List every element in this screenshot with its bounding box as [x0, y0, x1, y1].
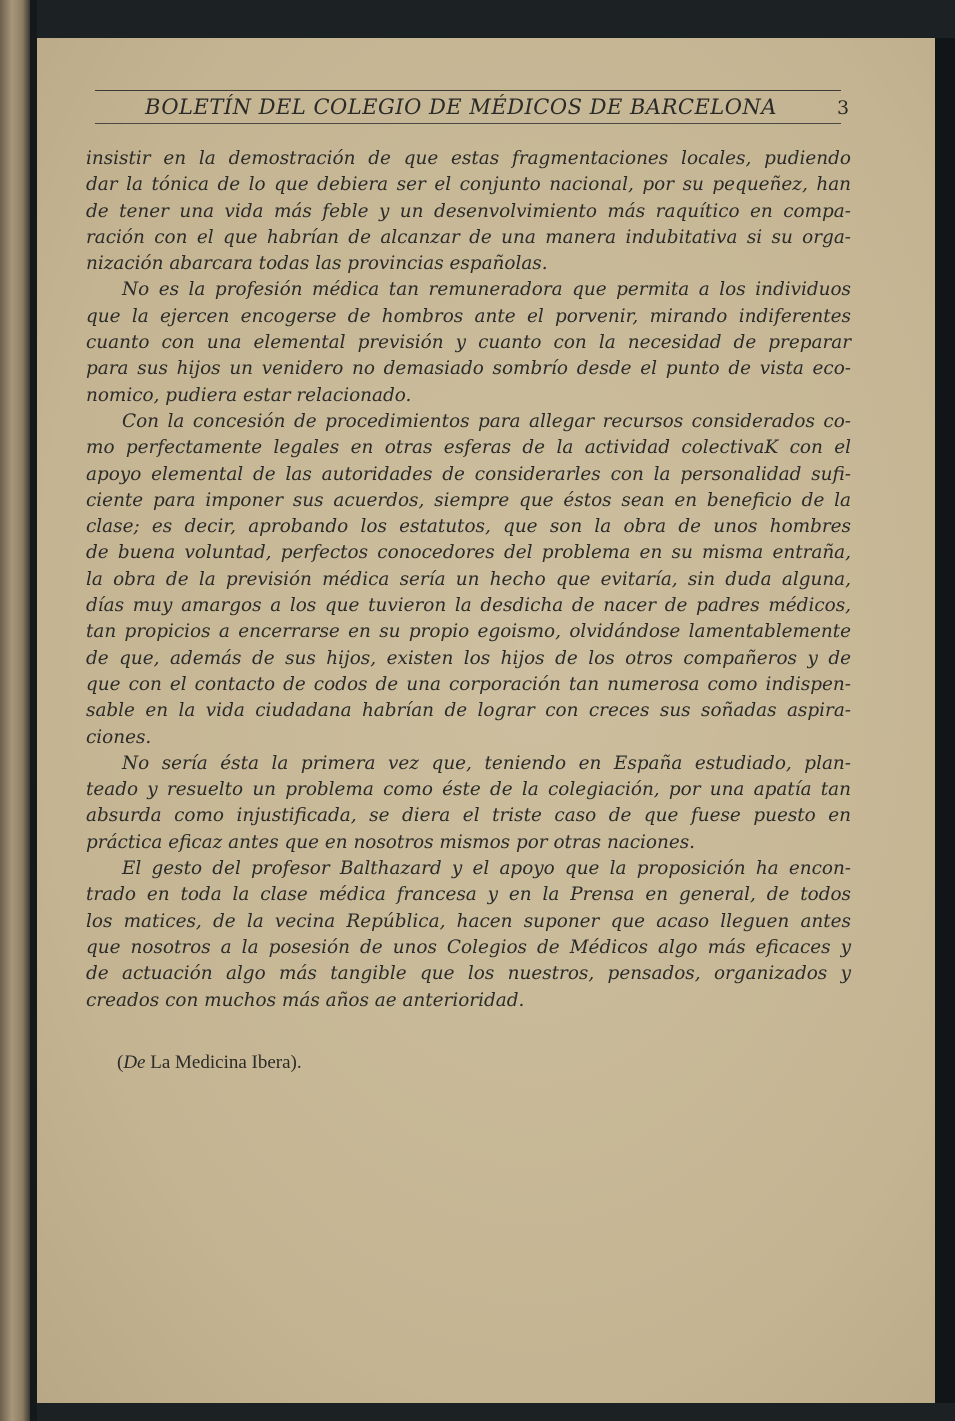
right-background: [935, 38, 955, 1403]
paragraph: [86, 277, 851, 408]
header-rule-bottom: [95, 123, 841, 124]
text-line: ciente para imponer sus acuerdos, siempre que éstos sean en beneficio de la: [86, 489, 851, 511]
text-line: nomico, pudiera estar relacionado.: [86, 384, 412, 406]
text-line: trado en toda la clase médica francesa y en la Prensa en general, de todos: [86, 884, 851, 906]
binding-gutter: [30, 0, 37, 1421]
text-line: absurda como injustificada, se diera el triste caso de que fuese puesto en: [86, 805, 851, 827]
source-de: De: [123, 1052, 146, 1073]
text-line: apoyo elemental de las autoridades de considerarles con la personalidad sufi-: [86, 463, 851, 485]
text-line: creados con muchos más años ae anterioridad.: [86, 989, 525, 1011]
text-line: No sería ésta la primera vez que, teniendo en España estudiado, plan-: [122, 752, 851, 774]
text-line: que con el contacto de codos de una corporación tan numerosa como indispen-: [86, 673, 851, 695]
text-line: ciones.: [86, 726, 152, 748]
header-rule-top: [95, 90, 841, 91]
text-line: clase; es decir, aprobando los estatutos, que son la obra de unos hombres: [86, 516, 851, 538]
text-line: El gesto del profesor Balthazard y el apoyo que la proposición ha encon-: [122, 858, 851, 880]
text-line: dar la tónica de lo que debiera ser el conjunto nacional, por su pequeñez, han: [86, 174, 851, 196]
text-line: días muy amargos a los que tuvieron la desdicha de nacer de padres médicos,: [86, 595, 851, 617]
text-line: nización abarcara todas las provincias españolas.: [86, 253, 548, 275]
text-line: sable en la vida ciudadana habrían de lograr con creces sus soñadas aspira-: [86, 700, 851, 722]
text-line: de tener una vida más feble y un desenvolvimiento más raquítico en compa-: [86, 200, 851, 222]
text-line: insistir en la demostración de que estas fragmentaciones locales, pudiendo: [86, 148, 851, 169]
text-line: que la ejercen encogerse de hombros ante el porvenir, mirando indiferentes: [86, 305, 851, 327]
text-line: de que, además de sus hijos, existen los hijos de los otros compañeros y de: [86, 647, 851, 669]
text-line: para sus hijos un venidero no demasiado sombrío desde el punto de vista eco-: [86, 358, 851, 380]
text-line: mo perfectamente legales en otras esferas de la actividad colectivaK con el: [86, 437, 851, 459]
text-line: Con la concesión de procedimientos para allegar recursos considerados co-: [122, 410, 851, 432]
text-line: No es la profesión médica tan remuneradora que permita a los individuos: [122, 279, 851, 301]
text-line: ración con el que habrían de alcanzar de una manera indubitativa si su orga-: [86, 226, 851, 248]
text-line: de actuación algo más tangible que los nuestros, pensados, organizados y: [86, 963, 851, 985]
paragraph: [86, 146, 851, 277]
text-line: práctica eficaz antes que en nosotros mismos por otras naciones.: [86, 831, 696, 853]
text-line: la obra de la previsión médica sería un hecho que evitaría, sin duda alguna,: [86, 568, 851, 590]
paragraph: [86, 409, 851, 751]
facing-page-edge: [0, 0, 30, 1421]
text-line: que nosotros a la posesión de unos Colegios de Médicos algo más eficaces y: [86, 936, 851, 958]
text-line: los matices, de la vecina República, hacen suponer que acaso lleguen antes: [86, 910, 851, 932]
page-number: 3: [837, 97, 850, 119]
paragraph: [86, 751, 851, 856]
text-line: cuanto con una elemental previsión y cuanto con la necesidad de preparar: [86, 332, 851, 354]
article-body: [86, 146, 851, 1014]
running-header-title: BOLETÍN DEL COLEGIO DE MÉDICOS DE BARCELONA: [145, 95, 777, 119]
source-prefix: (: [117, 1052, 124, 1073]
source-rest: La Medicina Ibera).: [145, 1052, 302, 1073]
text-line: tan propicios a encerrarse en su propio egoismo, olvidándose lamentablemente: [86, 621, 851, 643]
text-line: teado y resuelto un problema como éste de la colegiación, por una apatía tan: [86, 779, 851, 801]
paragraph: [86, 856, 851, 1014]
source-citation: [117, 1052, 302, 1074]
text-line: de buena voluntad, perfectos conocedores del problema en su misma entraña,: [86, 542, 851, 564]
